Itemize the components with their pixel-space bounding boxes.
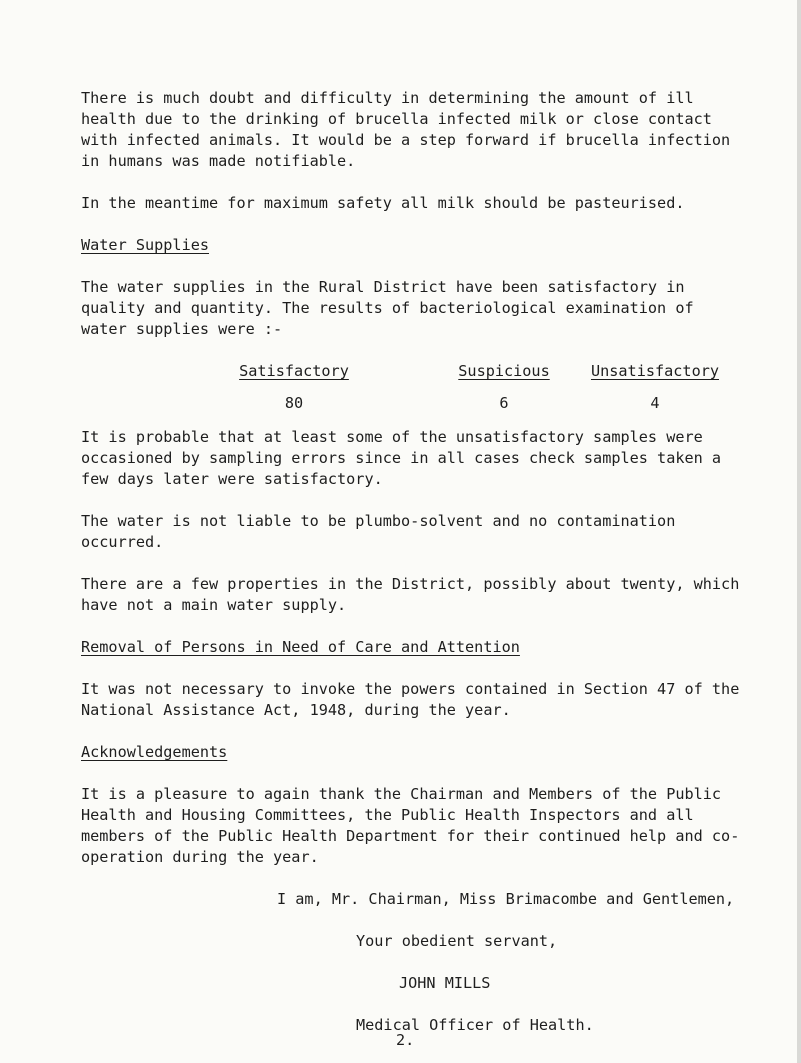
closing-block — [81, 889, 741, 1036]
bacteriological-results-table — [81, 361, 741, 425]
column-value: 4 — [650, 394, 660, 412]
salutation: I am, Mr. Chairman, Miss Brimacombe and Gentlemen, — [277, 890, 735, 908]
column-unsatisfactory — [569, 361, 741, 414]
brucella-paragraph: There is much doubt and difficulty in determining the amount of ill health due to the drinking of brucella infected milk or close contact with infected animals. It would be a step forward if brucella infection in humans was made notifiable. — [81, 89, 731, 170]
removal-heading: Removal of Persons in Need of Care and Attention — [81, 638, 520, 656]
column-satisfactory — [234, 361, 354, 414]
water-supplies-intro: The water supplies in the Rural District have been satisfactory in quality and quantity. The results of bacteriological examination of water supplies were :- — [81, 278, 694, 338]
signatory-name: JOHN MILLS — [399, 974, 491, 992]
column-header: Unsatisfactory — [590, 362, 719, 380]
document-page — [81, 88, 741, 1057]
plumbo-solvent-paragraph: The water is not liable to be plumbo-solvent and no contamination occurred. — [81, 512, 676, 551]
acknowledgements-paragraph: It is a pleasure to again thank the Chairman and Members of the Public Health and Housing Committees, the Public Health Inspectors and all members of the Public Health Department for their continued help and co-operation during the year. — [81, 785, 740, 866]
column-header: Satisfactory — [239, 362, 349, 380]
pasteurisation-paragraph: In the meantime for maximum safety all milk should be pasteurised. — [81, 194, 685, 212]
page-edge-shadow — [797, 0, 801, 1063]
column-suspicious — [454, 361, 554, 414]
page-number: 2. — [396, 1031, 415, 1049]
sampling-errors-paragraph: It is probable that at least some of the unsatisfactory samples were occasioned by sampling errors since in all cases check samples taken a few days later were satisfactory. — [81, 428, 722, 488]
water-supplies-heading: Water Supplies — [81, 236, 210, 254]
removal-paragraph: It was not necessary to invoke the powers contained in Section 47 of the National Assistance Act, 1948, during the year. — [81, 680, 740, 719]
acknowledgements-heading: Acknowledgements — [81, 743, 228, 761]
sign-off: Your obedient servant, — [356, 932, 558, 950]
column-value: 6 — [499, 394, 509, 412]
signatory-title: Medical Officer of Health. — [356, 1016, 594, 1034]
main-water-supply-paragraph: There are a few properties in the District, possibly about twenty, which have not a main water supply. — [81, 575, 740, 614]
column-value: 80 — [284, 394, 304, 412]
column-header: Suspicious — [458, 362, 550, 380]
